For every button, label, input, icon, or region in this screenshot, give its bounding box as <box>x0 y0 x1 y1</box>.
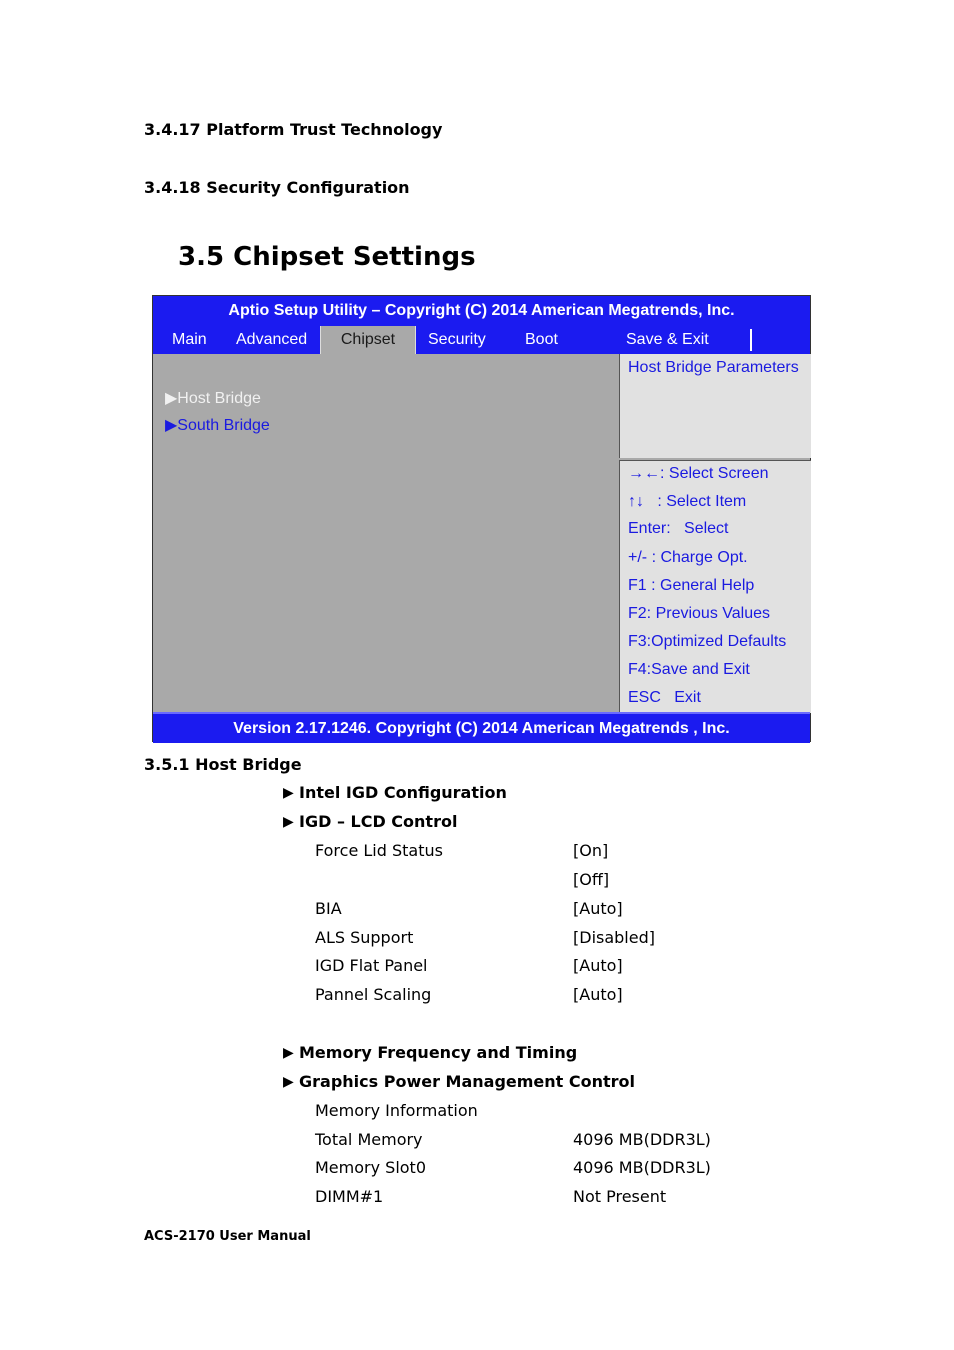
arrow-icon: ▶ <box>283 1045 294 1061</box>
menu-intel-igd: Intel IGD Configuration <box>299 783 507 802</box>
help-title: Host Bridge Parameters <box>628 359 799 376</box>
setting-value: [Auto] <box>573 899 623 918</box>
document-footer: ACS-2170 User Manual <box>144 1229 311 1244</box>
arrow-icon: ▶ <box>283 814 294 830</box>
tab-save-exit[interactable]: Save & Exit <box>626 331 709 348</box>
tab-separator <box>750 329 752 351</box>
tab-advanced[interactable]: Advanced <box>236 331 308 348</box>
setting-label: DIMM#1 <box>315 1187 384 1206</box>
help-save-exit: F4:Save and Exit <box>628 661 750 678</box>
menu-host-bridge[interactable]: ▶Host Bridge <box>165 390 261 407</box>
bios-tab-bar <box>153 326 810 354</box>
memory-info-label: Memory Information <box>315 1101 478 1120</box>
tab-chipset[interactable]: Chipset <box>320 326 416 354</box>
setting-label: Pannel Scaling <box>315 985 432 1004</box>
help-general: F1 : General Help <box>628 577 755 594</box>
bios-title-bar: Aptio Setup Utility – Copyright (C) 2014 American Megatrends, Inc. <box>153 296 810 326</box>
bios-main-panel <box>153 354 619 712</box>
arrow-icon: ▶ <box>283 785 294 801</box>
arrow-icon: ▶ <box>283 1074 294 1090</box>
help-enter: Enter: Select <box>628 520 729 537</box>
bios-version-bar: Version 2.17.1246. Copyright (C) 2014 American Megatrends , Inc. <box>153 712 810 743</box>
menu-graphics-power: Graphics Power Management Control <box>299 1072 636 1091</box>
heading-host-bridge: 3.5.1 Host Bridge <box>144 755 302 774</box>
setting-label: Total Memory <box>315 1130 423 1149</box>
setting-label: ALS Support <box>315 928 414 947</box>
help-previous: F2: Previous Values <box>628 605 770 622</box>
tab-boot[interactable]: Boot <box>525 331 558 348</box>
setting-label: IGD Flat Panel <box>315 956 428 975</box>
menu-memory-frequency: Memory Frequency and Timing <box>299 1043 578 1062</box>
menu-south-bridge[interactable]: ▶South Bridge <box>165 417 270 434</box>
setting-label: Force Lid Status <box>315 841 443 860</box>
setting-value: [Auto] <box>573 956 623 975</box>
bios-key-help <box>619 460 811 713</box>
bios-help-description <box>619 354 811 458</box>
bios-screenshot <box>152 295 811 742</box>
help-change-opt: +/- : Charge Opt. <box>628 549 748 566</box>
setting-value: [Auto] <box>573 985 623 1004</box>
setting-value: [Off] <box>573 870 610 889</box>
setting-label: Memory Slot0 <box>315 1158 426 1177</box>
help-select-item: ↑↓ : Select Item <box>628 493 747 510</box>
help-optimized: F3:Optimized Defaults <box>628 633 787 650</box>
heading-platform-trust: 3.4.17 Platform Trust Technology <box>144 120 443 139</box>
tab-main[interactable]: Main <box>172 331 207 348</box>
setting-value: 4096 MB(DDR3L) <box>573 1130 711 1149</box>
menu-igd-lcd: IGD – LCD Control <box>299 812 458 831</box>
help-esc: ESC Exit <box>628 689 701 706</box>
setting-value: [Disabled] <box>573 928 655 947</box>
setting-value: Not Present <box>573 1187 667 1206</box>
heading-security-config: 3.4.18 Security Configuration <box>144 178 410 197</box>
setting-label: BIA <box>315 899 342 918</box>
help-select-screen: →←: Select Screen <box>628 465 769 482</box>
heading-chipset-settings: 3.5 Chipset Settings <box>178 242 476 272</box>
setting-value: 4096 MB(DDR3L) <box>573 1158 711 1177</box>
setting-value: [On] <box>573 841 609 860</box>
tab-security[interactable]: Security <box>428 331 486 348</box>
